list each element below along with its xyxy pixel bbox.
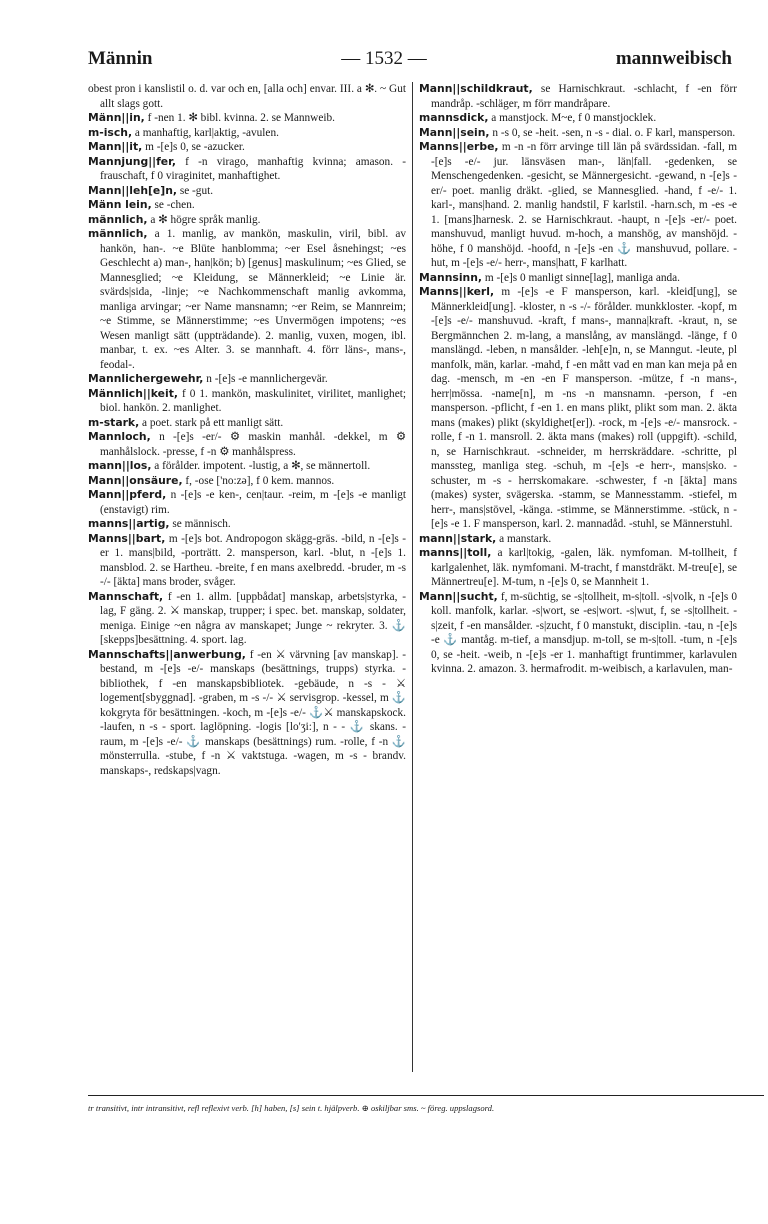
entry-headword: männlich,: [88, 212, 148, 226]
dictionary-entry: [419, 285, 737, 532]
entry-headword: Mannschaft,: [88, 589, 164, 603]
page-number: — 1532 —: [341, 48, 427, 69]
dictionary-entry: [88, 386, 406, 416]
entry-headword: m-isch,: [88, 125, 133, 139]
entry-definition: m -[e]s 0 manligt sinne[lag], manliga anda.: [484, 271, 680, 284]
entry-definition: se Harnischkraut. -schlacht, f -en förr mandråp. -schläger, m förr mandråpare.: [431, 83, 737, 110]
entry-headword: Männ lein,: [88, 198, 152, 211]
entry-definition: m -[e]s bot. Andropogon skägg-gräs. -bild, n -[e]s -er 1. mans|bild, -porträtt. 2. mansperson, karl. -blut, n -[e]s 1. mansblod. 2. se Hartheu. -breite, f en mans axelbredd. -bruder, m -s -/- [äkta] mans broder, svåger.: [100, 532, 406, 588]
entry-definition: f -en ⚔ värvning [av manskap]. -bestand, m -[e]s -e/- manskaps (besättnings, trupps) styrka. -bibliothek, f -en manskapsbibliotek. -gebäude, n -s - ⚔ logement[sbyggnad]. -graben, m -s -/- ⚔ servisgrop. -kessel, m ⚓ kokgryta för besättningen. -koch, m -[e]s -e/- ⚓⚔ manskapskock. -laufen, n -s - sport. laglöpning. -logis [lo'ʒi:], n - - ⚓ skans. -raum, m -[e]s -e/- ⚓ manskaps (besättnings) rum. -rolle, f -n ⚓ mönsterrulla. -stube, f -n ⚔ vaktstuga. -wagen, m -s - brandv. manskaps-, redskaps|vagn.: [100, 648, 406, 777]
dictionary-entry: [419, 546, 737, 590]
entry-headword: Mannlichergewehr,: [88, 372, 204, 385]
entry-definition: f -nen 1. ✻ bibl. kvinna. 2. se Mannweib.: [147, 112, 335, 124]
entry-headword: Mannloch,: [88, 430, 151, 443]
dictionary-entry: [88, 415, 406, 431]
dictionary-entry: [88, 140, 406, 155]
entry-headword: Mann||schildkraut,: [419, 82, 533, 95]
entry-definition: a manstark.: [499, 532, 552, 545]
dictionary-entry: [88, 589, 406, 648]
dictionary-entry: [419, 270, 737, 286]
dictionary-entry: [88, 111, 406, 126]
entry-definition: a ✻ högre språk manlig.: [150, 213, 261, 226]
dictionary-entry: [419, 111, 737, 126]
dictionary-entry: [88, 473, 406, 489]
entry-headword: Mannschafts||anwerbung,: [88, 647, 246, 661]
entry-headword: Männlich||keit,: [88, 386, 178, 400]
entry-headword: Mann||sucht,: [419, 589, 498, 603]
dictionary-entry: [88, 531, 406, 590]
dictionary-entry: [88, 459, 406, 474]
dictionary-entry: [88, 372, 406, 387]
entry-definition: n -[e]s -e ken-, cen|taur. -reim, m -[e]s -e manligt (enstavigt) rim.: [100, 489, 406, 516]
entry-headword: Manns||kerl,: [419, 285, 495, 298]
entry-headword: männlich,: [88, 227, 148, 240]
dictionary-entry: [88, 212, 406, 228]
entry-headword: mannsdick,: [419, 111, 489, 124]
entry-headword: Mann||sein,: [419, 125, 490, 139]
column-divider: [412, 82, 413, 1072]
dictionary-entry: [88, 488, 406, 517]
dictionary-entry: [88, 647, 406, 779]
entry-definition: se männisch.: [172, 518, 231, 530]
entry-definition: a karl|tokig, -galen, läk. nymfoman. M-tollheit, f karlgalenhet, läk. nymfomani. M-tracht, f manstdräkt. M-treu[e], se Männertreu[e]. M-tum, n -[e]s 0, se Mannheit 1.: [431, 547, 737, 588]
entry-headword: mann||los,: [88, 459, 152, 472]
entry-definition: n -[e]s -e mannlichergevär.: [206, 373, 328, 385]
entry-headword: Mannsinn,: [419, 270, 483, 284]
entry-definition: a förålder. impotent. -lustig, a ✻, se männertoll.: [154, 460, 371, 472]
entry-definition: se -gut.: [179, 184, 214, 197]
entry-definition: n -[e]s -er/- ⚙ maskin manhål. -dekkel, m ⚙ manhålslock. -presse, f -n ⚙ manhålspress.: [100, 431, 406, 458]
entry-headword: Mannjung||fer,: [88, 154, 176, 168]
entry-definition: f, -ose ['no:zə], f 0 kem. mannos.: [185, 474, 335, 487]
dictionary-entry: [419, 140, 737, 271]
dictionary-entry: [88, 430, 406, 459]
dictionary-entry: [88, 198, 406, 213]
entry-definition: m -n -n förr arvinge till län på svärdssidan. -fall, m -[e]s -e/- jur. länsväsen man-, län|fall. -gedenken, se Menschengedenken. -gesicht, se Männergesicht. -gewand, n -[e]s -er/- poet. manlig dräkt. -glied, se Mannesglied. -hand, f -e/- 1. karl-, mans|hand. 2. manlig handstil, F karlstil. -harn.sch, m -es -e 1. [mans]harnesk. 2. se Harnischkraut. -haupt, n -[e]s -er/- poet. manshuvud, manligt huvud. m-hoch, a manshög, av manshöjd. -höhe, f 0 manshöjd. -hoofd, n -[e]s -en ⚓ manshuvud, pollare. -hut, m -[e]s -e/- herr-, mans|hatt, F karlhatt.: [431, 141, 737, 269]
dictionary-entry: [88, 154, 406, 184]
entry-definition: f -en 1. allm. [uppbådat] manskap, arbets|styrka, -lag, F gäng. 2. ⚔ manskap, trupper; i spec. bet. manskap, soldater, meniga. Einige ~en några av manskapet; Junge ~ rekryter. 3. ⚓ [skepps]besättning. 4. sport. lag.: [100, 590, 406, 646]
dictionary-entry: [88, 82, 406, 111]
dictionary-entry: [419, 125, 737, 141]
dictionary-entry: [88, 227, 406, 372]
entry-definition: f -n virago, manhaftig kvinna; amason. -frauschaft, f 0 viraginitet, manhaftighet.: [100, 155, 406, 182]
entry-headword: Mann||it,: [88, 140, 143, 153]
entry-headword: mann||stark,: [419, 531, 497, 545]
dictionary-entry: [88, 517, 406, 532]
footer-divider: [88, 1095, 764, 1096]
entry-headword: Manns||erbe,: [419, 140, 499, 153]
entry-headword: Mann||leh[e]n,: [88, 183, 177, 197]
entry-definition: a manstjock. M~e, f 0 manstjocklek.: [491, 112, 657, 124]
running-head-right: mannweibisch: [615, 48, 732, 69]
entry-headword: Manns||bart,: [88, 531, 166, 545]
dictionary-entry: [419, 531, 737, 547]
entry-definition: f 0 1. mankön, maskulinitet, virilitet, manlighet; biol. hankön. 2. manlighet.: [100, 387, 406, 414]
dictionary-entry: [88, 125, 406, 141]
entry-definition: se -chen.: [154, 199, 195, 211]
right-column: [419, 82, 737, 1082]
entry-definition: n -s 0, se -heit. -sen, n -s - dial. o. F karl, mansperson.: [492, 126, 736, 139]
entry-definition: m -[e]s 0, se -azucker.: [145, 141, 245, 153]
running-head-left: Männin: [88, 48, 153, 69]
entry-headword: m-stark,: [88, 415, 140, 429]
abbreviation-key: tr transitivt, intr intransitivt, refl reflexivt verb. [h] haben, [s] sein t. hjälpverb. ⊕ oskiljbar sms. ~ föreg. uppslagsord.: [88, 1103, 495, 1113]
entry-headword: manns||artig,: [88, 517, 170, 530]
entry-definition: a manhaftig, karl|aktig, -avulen.: [134, 126, 279, 139]
left-column: [88, 82, 406, 1082]
dictionary-entry: [88, 183, 406, 199]
entry-definition: a 1. manlig, av mankön, maskulin, viril, bibl. av hankön, han-. ~e Blüte hanblomma; ~er Esel åsnehingst; ~es Geschlecht a) man-, han|kön; b) [genus] maskulinum; ~es Glied, se Mannesglied; ~e Kleidung, se Männerkleid; ~e Linie är. svärds|sida, -linje; ~e Nachkommenschaft manlig avkomma, manliga arvingar; ~er Name mansnamn; ~er Reim, se Mannreim; ~e Stimme, se Männerstimme; ~es Unvermögen impotens; ~es Wesen manligt sätt (uppträdande). 2. manlig, vuxen, mogen, ibl. manbar, t. ex. ~es Alter. 3. se mannhaft. 4. förr läns-, mans-, feodal-.: [100, 228, 406, 371]
entry-headword: Mann||onsäure,: [88, 473, 183, 487]
entry-headword: Männ||in,: [88, 111, 145, 124]
entry-definition: f, m-süchtig, se -s|tollheit, m-s|toll. -s|volk, n -[e]s 0 koll. manfolk, karlar. -s|wort, se -es|wort. -s|wut, f, se -s|tollheit. -s|zeit, f -en mansålder. -s|zucht, f 0 manstukt, disciplin. -tau, n -[e]s -e ⚓ mantåg. m-tief, a mansdjup. m-toll, se m-s|toll. -tum, n -[e]s 0, se -heit. -weib, n -[e]s -er 1. manhaftigt fruntimmer, karlavulen kvinna. 2. amazon. 3. hermafrodit. m-weibisch, a karlavulen, man-: [431, 590, 737, 675]
entry-headword: manns||toll,: [419, 546, 492, 559]
entry-definition: obest pron i kanslistil o. d. var och en, [alla och] envar. III. a ✻. ~ Gut allt slags gott.: [88, 83, 406, 110]
entry-definition: m -[e]s -e F mansperson, karl. -kleid[ung], se Männerkleid[ung]. -kloster, n -s -/- förålder. munkkloster. -kopf, m -[e]s -e/- manshuvud. -kraft, f mans-, manna|kraft. -kraut, n, se Bergmännchen 2. m-lang, a manslång, av manslängd. -länge, f 0 manslängd. -leben, n mansålder. -leh[e]n, n, se Manngut. -leute, pl manfolk, män, karlar. -mahd, f -en mått vad en man kan meja på en dag. -mensch, m -en -en F mansperson. -mütze, f -n mans-, herr|mössa. -name[n], m -ns -n mansnamn. -person, f -en mansperson. -pflicht, f -en 1. en mans plikt, plikt som man. 2. äkta mans (makes) plikt (skyldighet[er]). -rock, m -[e]s -e/- mansrock. -rolle, f -n 1. mansroll. 2. äkta mans (makes) roll (uppgift). -schild, n, se Harnischkraut. -schneider, m herrskräddare. -schritte, pl manssteg, manliga steg. -schuh, m -[e]s -e herr-, mans|sko. -schuster, m -s - herrskomakare. -schwester, f -n [äkta] mans (makes) syster, svägerska. -stamm, se Mannesstamm. -stiefel, m herr-, mans|stövel, -känga. -stimme, se Männerstimme. -stück, n -[e]s -e 1. F mansperson, karl. 2. mannadåd. -stuhl, se Männerstuhl.: [431, 286, 737, 530]
entry-headword: Mann||pferd,: [88, 488, 167, 501]
dictionary-entry: [419, 82, 737, 111]
entry-definition: a poet. stark på ett manligt sätt.: [142, 416, 284, 429]
dictionary-entry: [419, 589, 737, 677]
